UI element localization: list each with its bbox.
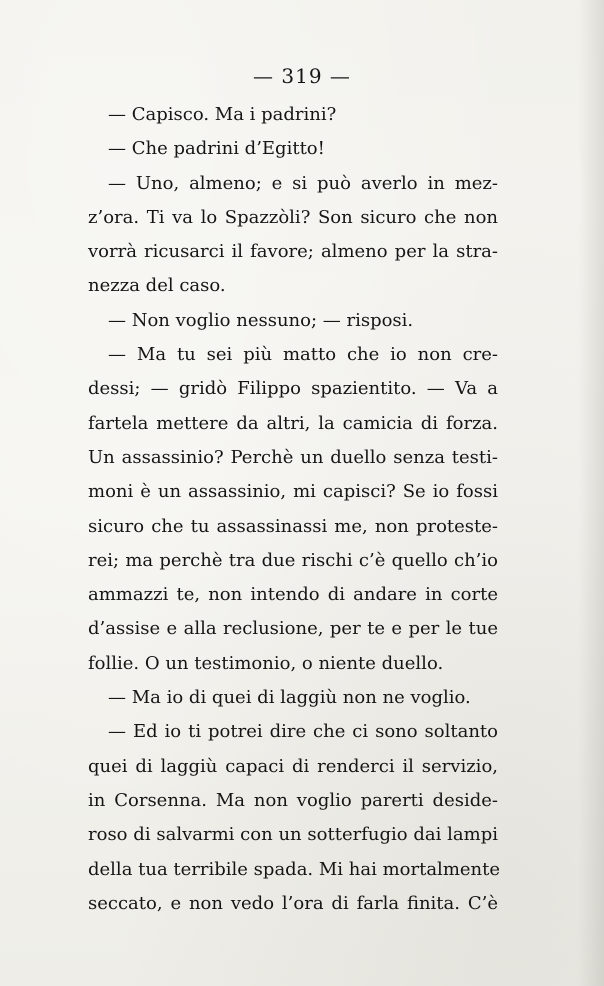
- text-line: — Ma tu sei più matto che io non cre-: [108, 344, 498, 366]
- body-text: [88, 98, 501, 921]
- text-line: — Ed io ti potrei dire che ci sono soltanto: [108, 721, 498, 743]
- page-edge-shadow: [578, 0, 604, 986]
- text-line: dessi; — gridò Filippo spazientito. — Va a: [88, 378, 498, 400]
- text-line: Un assassinio? Perchè un duello senza testi-: [88, 446, 498, 468]
- text-line: vorrà ricusarci il favore; almeno per la stra-: [88, 241, 498, 263]
- page-number: — 319 —: [253, 64, 351, 88]
- text-line: — Non voglio nessuno; — risposi.: [108, 309, 414, 331]
- text-line: moni è un assassinio, mi capisci? Se io fossi: [88, 481, 498, 503]
- text-line: nezza del caso.: [88, 275, 226, 297]
- text-line: — Capisco. Ma i padrini?: [108, 104, 337, 125]
- text-line: quei di laggiù capaci di renderci il servizio,: [88, 755, 498, 777]
- text-line: — Ma io di quei di laggiù non ne voglio.: [108, 687, 471, 709]
- text-line: della tua terribile spada. Mi hai mortalmente: [88, 858, 501, 880]
- text-line: follie. O un testimonio, o niente duello.: [88, 652, 444, 674]
- text-line: sicuro che tu assassinassi me, non proteste-: [88, 515, 498, 537]
- text-line: ammazzi te, non intendo di andare in corte: [88, 584, 498, 606]
- text-line: d’assise e alla reclusione, per te e per le tue: [88, 618, 498, 640]
- text-line: roso di salvarmi con un sotterfugio dai lampi: [88, 824, 498, 846]
- text-line: z’ora. Ti va lo Spazzòli? Son sicuro che non: [88, 206, 498, 228]
- text-line: — Che padrini d’Egitto!: [108, 138, 325, 160]
- text-line: in Corsenna. Ma non voglio parerti deside-: [88, 789, 498, 811]
- text-line: fartela mettere da altri, la camicia di forza.: [88, 412, 498, 434]
- text-line: seccato, e non vedo l’ora di farla finita. C’è: [88, 892, 498, 914]
- text-line: rei; ma perchè tra due rischi c’è quello ch’io: [88, 549, 498, 571]
- text-line: — Uno, almeno; e si può averlo in mez-: [108, 172, 498, 194]
